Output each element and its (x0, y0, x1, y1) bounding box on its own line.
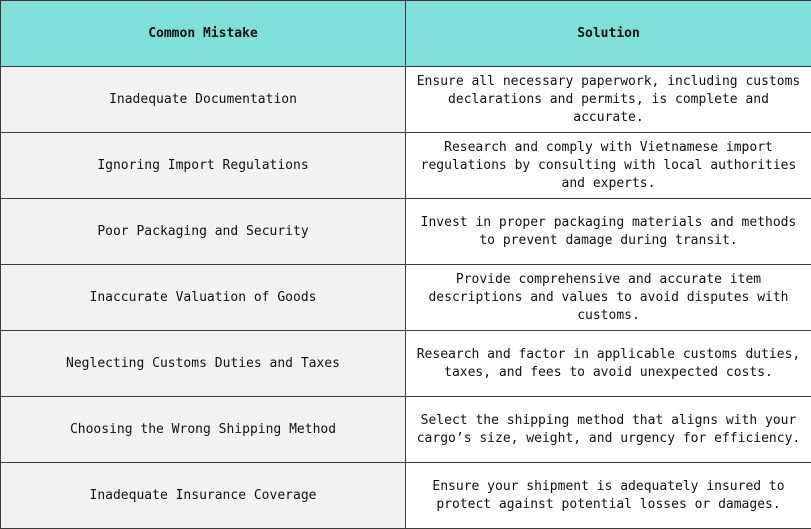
table-body (1, 67, 811, 529)
table-row (1, 133, 811, 199)
solution-cell: Ensure your shipment is adequately insured to protect against potential losses or damages. (406, 463, 811, 529)
table-row (1, 463, 811, 529)
table-header (1, 1, 811, 67)
solution-cell: Research and comply with Vietnamese import regulations by consulting with local authorities and experts. (406, 133, 811, 199)
mistake-cell: Neglecting Customs Duties and Taxes (1, 331, 406, 397)
table-row (1, 331, 811, 397)
table-row (1, 199, 811, 265)
mistake-cell: Choosing the Wrong Shipping Method (1, 397, 406, 463)
mistake-cell: Inaccurate Valuation of Goods (1, 265, 406, 331)
table-row (1, 397, 811, 463)
mistake-cell: Inadequate Insurance Coverage (1, 463, 406, 529)
solution-cell: Invest in proper packaging materials and methods to prevent damage during transit. (406, 199, 811, 265)
header-common-mistake: Common Mistake (1, 1, 406, 67)
header-row (1, 1, 811, 67)
mistake-cell: Poor Packaging and Security (1, 199, 406, 265)
table-row (1, 67, 811, 133)
solution-cell: Research and factor in applicable customs duties, taxes, and fees to avoid unexpected costs. (406, 331, 811, 397)
solution-cell: Provide comprehensive and accurate item descriptions and values to avoid disputes with customs. (406, 265, 811, 331)
table-row (1, 265, 811, 331)
mistake-cell: Ignoring Import Regulations (1, 133, 406, 199)
solution-cell: Select the shipping method that aligns with your cargo’s size, weight, and urgency for efficiency. (406, 397, 811, 463)
mistake-cell: Inadequate Documentation (1, 67, 406, 133)
solution-cell: Ensure all necessary paperwork, including customs declarations and permits, is complete and accurate. (406, 67, 811, 133)
header-solution: Solution (406, 1, 811, 67)
